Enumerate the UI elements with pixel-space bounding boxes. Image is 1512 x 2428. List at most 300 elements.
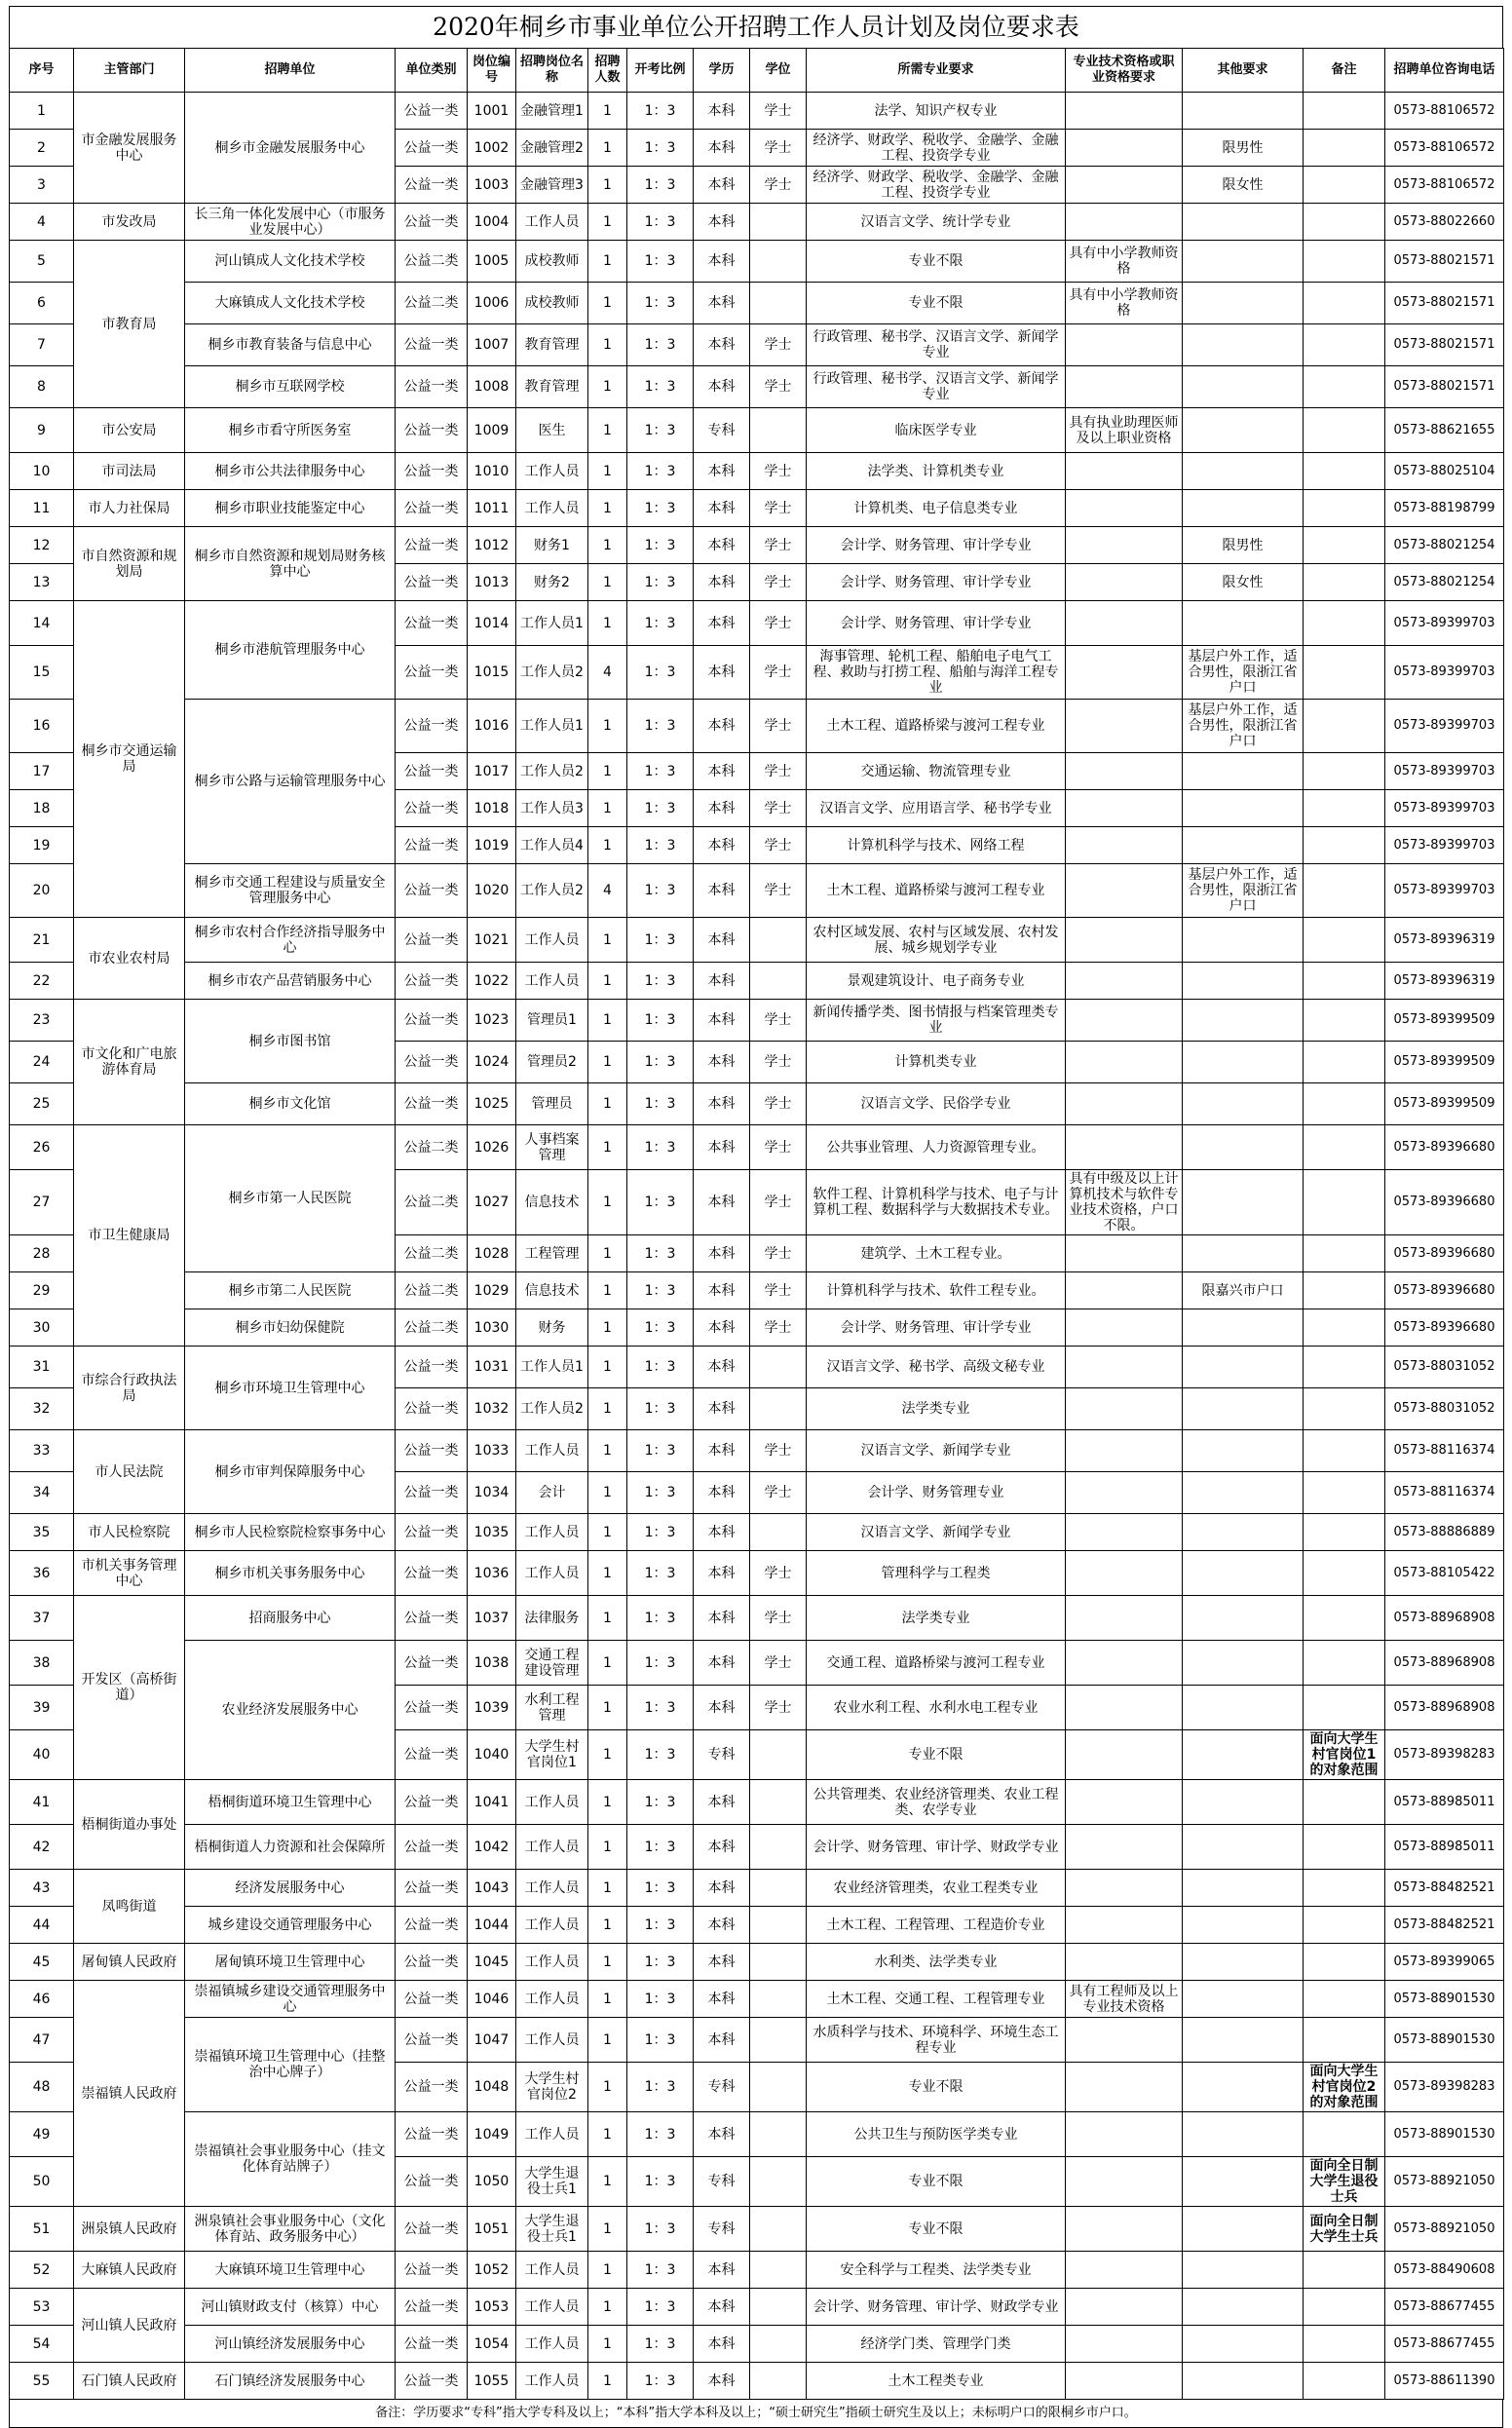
phone-cell: 0573-88031052 <box>1385 1347 1504 1388</box>
exam-ratio-cell: 1：3 <box>627 453 694 490</box>
document-page <box>9 6 1503 2428</box>
other-requirement-cell <box>1183 93 1304 130</box>
qualification-cell <box>1066 1551 1183 1596</box>
education-cell: 本科 <box>694 283 750 324</box>
exam-ratio-cell: 1：3 <box>627 564 694 601</box>
note-cell <box>1304 1388 1385 1430</box>
qualification-cell <box>1066 527 1183 564</box>
degree-cell: 学士 <box>750 1235 807 1272</box>
degree-cell <box>750 918 807 963</box>
post-code-cell: 1053 <box>468 2289 516 2326</box>
note-cell <box>1304 2252 1385 2289</box>
phone-cell: 0573-88198799 <box>1385 490 1504 527</box>
other-requirement-cell <box>1183 827 1304 864</box>
exam-ratio-cell: 1：3 <box>627 1309 694 1347</box>
category-cell: 公益一类 <box>396 527 468 564</box>
table-row <box>10 963 1504 1000</box>
qualification-cell <box>1066 130 1183 167</box>
department-cell: 市人力社保局 <box>74 490 185 527</box>
other-requirement-cell <box>1183 2018 1304 2063</box>
note-cell <box>1304 1042 1385 1083</box>
education-cell: 本科 <box>694 1825 750 1870</box>
major-cell: 临床医学专业 <box>807 408 1066 453</box>
note-cell <box>1304 963 1385 1000</box>
education-cell: 专科 <box>694 1730 750 1780</box>
headcount-cell: 1 <box>588 1596 627 1641</box>
phone-cell: 0573-88886889 <box>1385 1514 1504 1551</box>
table-row <box>10 1083 1504 1125</box>
post-code-cell: 1043 <box>468 1870 516 1907</box>
education-cell: 本科 <box>694 2018 750 2063</box>
degree-cell: 学士 <box>750 864 807 918</box>
qualification-cell <box>1066 1641 1183 1686</box>
post-code-cell: 1018 <box>468 790 516 827</box>
qualification-cell <box>1066 790 1183 827</box>
row-number: 20 <box>10 864 74 918</box>
headcount-cell: 1 <box>588 1780 627 1825</box>
table-row <box>10 241 1504 283</box>
exam-ratio-cell: 1：3 <box>627 2063 694 2112</box>
other-requirement-cell: 基层户外工作，适合男性，限浙江省户口 <box>1183 864 1304 918</box>
major-cell: 计算机科学与技术、软件工程专业。 <box>807 1272 1066 1309</box>
phone-cell: 0573-89398283 <box>1385 2063 1504 2112</box>
major-cell: 水利类、法学类专业 <box>807 1944 1066 1981</box>
post-code-cell: 1008 <box>468 366 516 408</box>
row-number: 30 <box>10 1309 74 1347</box>
note-cell <box>1304 2289 1385 2326</box>
note-cell <box>1304 93 1385 130</box>
post-code-cell: 1019 <box>468 827 516 864</box>
major-cell: 新闻传播学类、图书情报与档案管理类专业 <box>807 1000 1066 1042</box>
phone-cell: 0573-88490608 <box>1385 2252 1504 2289</box>
row-number: 25 <box>10 1083 74 1125</box>
table-row <box>10 324 1504 366</box>
degree-cell: 学士 <box>750 790 807 827</box>
headcount-cell: 1 <box>588 601 627 646</box>
category-cell: 公益一类 <box>396 1551 468 1596</box>
major-cell: 会计学、财务管理、审计学专业 <box>807 1309 1066 1347</box>
post-code-cell: 1031 <box>468 1347 516 1388</box>
category-cell: 公益一类 <box>396 1907 468 1944</box>
degree-cell <box>750 2063 807 2112</box>
phone-cell: 0573-89399509 <box>1385 1042 1504 1083</box>
education-cell: 本科 <box>694 2112 750 2157</box>
department-cell: 大麻镇人民政府 <box>74 2252 185 2289</box>
unit-cell: 桐乡市第二人民医院 <box>185 1272 396 1309</box>
exam-ratio-cell: 1：3 <box>627 864 694 918</box>
other-requirement-cell <box>1183 1083 1304 1125</box>
post-code-cell: 1003 <box>468 167 516 204</box>
other-requirement-cell <box>1183 1870 1304 1907</box>
category-cell: 公益一类 <box>396 1083 468 1125</box>
education-cell: 本科 <box>694 1309 750 1347</box>
phone-cell: 0573-88116374 <box>1385 1472 1504 1514</box>
table-row <box>10 1596 1504 1641</box>
headcount-cell: 1 <box>588 2157 627 2207</box>
qualification-cell <box>1066 1235 1183 1272</box>
post-name-cell: 工作人员 <box>516 1825 588 1870</box>
headcount-cell: 1 <box>588 1730 627 1780</box>
other-requirement-cell <box>1183 2112 1304 2157</box>
headcount-cell: 1 <box>588 408 627 453</box>
note-cell <box>1304 646 1385 700</box>
qualification-cell <box>1066 324 1183 366</box>
column-header: 招聘单位 <box>185 49 396 93</box>
note-cell: 面向全日制大学生退役士兵 <box>1304 2157 1385 2207</box>
post-code-cell: 1023 <box>468 1000 516 1042</box>
other-requirement-cell <box>1183 1780 1304 1825</box>
row-number: 11 <box>10 490 74 527</box>
headcount-cell: 1 <box>588 1825 627 1870</box>
category-cell: 公益一类 <box>396 700 468 753</box>
table-row <box>10 918 1504 963</box>
degree-cell <box>750 1730 807 1780</box>
note-cell <box>1304 1551 1385 1596</box>
exam-ratio-cell: 1：3 <box>627 1000 694 1042</box>
education-cell: 本科 <box>694 130 750 167</box>
other-requirement-cell <box>1183 204 1304 241</box>
note-cell <box>1304 1430 1385 1472</box>
headcount-cell: 1 <box>588 527 627 564</box>
unit-cell: 桐乡市港航管理服务中心 <box>185 601 396 700</box>
other-requirement-cell: 限男性 <box>1183 527 1304 564</box>
other-requirement-cell <box>1183 1514 1304 1551</box>
note-cell <box>1304 324 1385 366</box>
category-cell: 公益二类 <box>396 1125 468 1170</box>
major-cell: 经济学、财政学、税收学、金融学、金融工程、投资学专业 <box>807 167 1066 204</box>
category-cell: 公益一类 <box>396 2018 468 2063</box>
post-name-cell: 工作人员 <box>516 1551 588 1596</box>
post-code-cell: 1034 <box>468 1472 516 1514</box>
unit-cell: 桐乡市互联网学校 <box>185 366 396 408</box>
note-cell <box>1304 827 1385 864</box>
phone-cell: 0573-89399703 <box>1385 753 1504 790</box>
unit-cell: 梧桐街道环境卫生管理中心 <box>185 1780 396 1825</box>
other-requirement-cell <box>1183 324 1304 366</box>
exam-ratio-cell: 1：3 <box>627 1388 694 1430</box>
degree-cell <box>750 2207 807 2252</box>
post-name-cell: 金融管理2 <box>516 130 588 167</box>
education-cell: 本科 <box>694 1686 750 1730</box>
note-cell <box>1304 1780 1385 1825</box>
note-cell <box>1304 1472 1385 1514</box>
major-cell: 会计学、财务管理、审计学、财政学专业 <box>807 1825 1066 1870</box>
row-number: 55 <box>10 2363 74 2400</box>
other-requirement-cell <box>1183 918 1304 963</box>
post-code-cell: 1039 <box>468 1686 516 1730</box>
row-number: 49 <box>10 2112 74 2157</box>
major-cell: 水质科学与技术、环境科学、环境生态工程专业 <box>807 2018 1066 2063</box>
post-code-cell: 1026 <box>468 1125 516 1170</box>
degree-cell: 学士 <box>750 1430 807 1472</box>
major-cell: 汉语言文学、民俗学专业 <box>807 1083 1066 1125</box>
post-name-cell: 工作人员1 <box>516 601 588 646</box>
other-requirement-cell <box>1183 1000 1304 1042</box>
row-number: 45 <box>10 1944 74 1981</box>
other-requirement-cell <box>1183 753 1304 790</box>
post-name-cell: 工作人员 <box>516 2018 588 2063</box>
headcount-cell: 1 <box>588 1907 627 1944</box>
column-header: 序号 <box>10 49 74 93</box>
note-cell <box>1304 204 1385 241</box>
education-cell: 本科 <box>694 453 750 490</box>
headcount-cell: 1 <box>588 1235 627 1272</box>
exam-ratio-cell: 1：3 <box>627 204 694 241</box>
post-code-cell: 1001 <box>468 93 516 130</box>
post-code-cell: 1017 <box>468 753 516 790</box>
exam-ratio-cell: 1：3 <box>627 1641 694 1686</box>
degree-cell <box>750 1981 807 2018</box>
post-name-cell: 管理员1 <box>516 1000 588 1042</box>
other-requirement-cell <box>1183 1388 1304 1430</box>
row-number: 3 <box>10 167 74 204</box>
education-cell: 本科 <box>694 963 750 1000</box>
table-body <box>10 93 1504 2400</box>
post-name-cell: 工作人员 <box>516 2289 588 2326</box>
phone-cell: 0573-88105422 <box>1385 1551 1504 1596</box>
post-name-cell: 工作人员 <box>516 1514 588 1551</box>
other-requirement-cell <box>1183 1551 1304 1596</box>
post-code-cell: 1030 <box>468 1309 516 1347</box>
row-number: 46 <box>10 1981 74 2018</box>
exam-ratio-cell: 1：3 <box>627 1981 694 2018</box>
education-cell: 本科 <box>694 324 750 366</box>
post-name-cell: 财务 <box>516 1309 588 1347</box>
headcount-cell: 1 <box>588 1388 627 1430</box>
qualification-cell <box>1066 2289 1183 2326</box>
major-cell: 汉语言文学、秘书学、高级文秘专业 <box>807 1347 1066 1388</box>
qualification-cell <box>1066 204 1183 241</box>
post-name-cell: 工作人员2 <box>516 864 588 918</box>
post-name-cell: 大学生村官岗位1 <box>516 1730 588 1780</box>
post-code-cell: 1046 <box>468 1981 516 2018</box>
phone-cell: 0573-89399703 <box>1385 864 1504 918</box>
post-name-cell: 医生 <box>516 408 588 453</box>
headcount-cell: 1 <box>588 453 627 490</box>
qualification-cell <box>1066 1825 1183 1870</box>
unit-cell: 桐乡市农村合作经济指导服务中心 <box>185 918 396 963</box>
degree-cell: 学士 <box>750 527 807 564</box>
unit-cell: 长三角一体化发展中心（市服务业发展中心） <box>185 204 396 241</box>
qualification-cell <box>1066 1780 1183 1825</box>
phone-cell: 0573-88031052 <box>1385 1388 1504 1430</box>
post-code-cell: 1055 <box>468 2363 516 2400</box>
other-requirement-cell <box>1183 1309 1304 1347</box>
row-number: 27 <box>10 1170 74 1235</box>
phone-cell: 0573-88021254 <box>1385 527 1504 564</box>
other-requirement-cell <box>1183 366 1304 408</box>
post-code-cell: 1005 <box>468 241 516 283</box>
degree-cell: 学士 <box>750 564 807 601</box>
category-cell: 公益一类 <box>396 2326 468 2363</box>
headcount-cell: 1 <box>588 2363 627 2400</box>
education-cell: 本科 <box>694 700 750 753</box>
category-cell: 公益一类 <box>396 918 468 963</box>
category-cell: 公益一类 <box>396 1514 468 1551</box>
other-requirement-cell <box>1183 1825 1304 1870</box>
phone-cell: 0573-89399703 <box>1385 646 1504 700</box>
qualification-cell <box>1066 2063 1183 2112</box>
headcount-cell: 1 <box>588 564 627 601</box>
category-cell: 公益二类 <box>396 1170 468 1235</box>
department-cell: 市司法局 <box>74 453 185 490</box>
post-code-cell: 1027 <box>468 1170 516 1235</box>
post-code-cell: 1050 <box>468 2157 516 2207</box>
department-cell: 市自然资源和规划局 <box>74 527 185 601</box>
major-cell: 土木工程、道路桥梁与渡河工程专业 <box>807 700 1066 753</box>
degree-cell: 学士 <box>750 324 807 366</box>
headcount-cell: 1 <box>588 918 627 963</box>
post-name-cell: 工作人员 <box>516 1430 588 1472</box>
phone-cell: 0573-88021571 <box>1385 283 1504 324</box>
qualification-cell <box>1066 490 1183 527</box>
education-cell: 本科 <box>694 167 750 204</box>
category-cell: 公益一类 <box>396 564 468 601</box>
exam-ratio-cell: 1：3 <box>627 1235 694 1272</box>
footnote: 备注：学历要求“专科”指大学专科及以上；“本科”指大学本科及以上；“硕士研究生”指硕士研究生及以上；未标明户口的限桐乡市户口。 <box>9 2400 1503 2428</box>
post-name-cell: 工作人员 <box>516 2252 588 2289</box>
post-name-cell: 教育管理 <box>516 324 588 366</box>
post-name-cell: 工程管理 <box>516 1235 588 1272</box>
phone-cell: 0573-89399509 <box>1385 1000 1504 1042</box>
education-cell: 本科 <box>694 2289 750 2326</box>
major-cell: 经济学门类、管理学门类 <box>807 2326 1066 2363</box>
degree-cell <box>750 283 807 324</box>
phone-cell: 0573-89396319 <box>1385 918 1504 963</box>
other-requirement-cell <box>1183 1641 1304 1686</box>
headcount-cell: 1 <box>588 1686 627 1730</box>
major-cell: 计算机类、电子信息类专业 <box>807 490 1066 527</box>
qualification-cell <box>1066 2157 1183 2207</box>
post-name-cell: 法律服务 <box>516 1596 588 1641</box>
row-number: 5 <box>10 241 74 283</box>
post-code-cell: 1036 <box>468 1551 516 1596</box>
major-cell: 建筑学、土木工程专业。 <box>807 1235 1066 1272</box>
major-cell: 汉语言文学、新闻学专业 <box>807 1430 1066 1472</box>
note-cell <box>1304 2363 1385 2400</box>
phone-cell: 0573-89399703 <box>1385 827 1504 864</box>
table-row <box>10 2207 1504 2252</box>
unit-cell: 桐乡市教育装备与信息中心 <box>185 324 396 366</box>
major-cell: 土木工程类专业 <box>807 2363 1066 2400</box>
headcount-cell: 1 <box>588 2112 627 2157</box>
post-code-cell: 1028 <box>468 1235 516 1272</box>
note-cell <box>1304 864 1385 918</box>
category-cell: 公益一类 <box>396 1000 468 1042</box>
headcount-cell: 1 <box>588 1125 627 1170</box>
row-number: 50 <box>10 2157 74 2207</box>
education-cell: 本科 <box>694 2363 750 2400</box>
qualification-cell <box>1066 2252 1183 2289</box>
major-cell: 行政管理、秘书学、汉语言文学、新闻学专业 <box>807 324 1066 366</box>
row-number: 34 <box>10 1472 74 1514</box>
education-cell: 本科 <box>694 1347 750 1388</box>
note-cell <box>1304 918 1385 963</box>
education-cell: 专科 <box>694 408 750 453</box>
other-requirement-cell <box>1183 1944 1304 1981</box>
education-cell: 本科 <box>694 1235 750 1272</box>
post-name-cell: 工作人员 <box>516 1907 588 1944</box>
phone-cell: 0573-89399703 <box>1385 790 1504 827</box>
post-code-cell: 1021 <box>468 918 516 963</box>
post-code-cell: 1044 <box>468 1907 516 1944</box>
major-cell: 法学类专业 <box>807 1596 1066 1641</box>
unit-cell: 屠甸镇环境卫生管理中心 <box>185 1944 396 1981</box>
note-cell <box>1304 2112 1385 2157</box>
degree-cell <box>750 1388 807 1430</box>
department-cell: 市卫生健康局 <box>74 1125 185 1347</box>
other-requirement-cell: 限嘉兴市户口 <box>1183 1272 1304 1309</box>
category-cell: 公益一类 <box>396 753 468 790</box>
qualification-cell <box>1066 1083 1183 1125</box>
phone-cell: 0573-88021571 <box>1385 366 1504 408</box>
row-number: 8 <box>10 366 74 408</box>
education-cell: 本科 <box>694 1472 750 1514</box>
qualification-cell: 具有执业助理医师及以上职业资格 <box>1066 408 1183 453</box>
post-code-cell: 1020 <box>468 864 516 918</box>
education-cell: 本科 <box>694 1170 750 1235</box>
note-cell <box>1304 1907 1385 1944</box>
note-cell: 面向全日制大学生士兵 <box>1304 2207 1385 2252</box>
headcount-cell: 1 <box>588 1430 627 1472</box>
note-cell <box>1304 283 1385 324</box>
row-number: 2 <box>10 130 74 167</box>
headcount-cell: 1 <box>588 241 627 283</box>
other-requirement-cell: 限女性 <box>1183 564 1304 601</box>
post-code-cell: 1042 <box>468 1825 516 1870</box>
department-cell: 市金融发展服务中心 <box>74 93 185 204</box>
table-row <box>10 1272 1504 1309</box>
education-cell: 本科 <box>694 93 750 130</box>
exam-ratio-cell: 1：3 <box>627 1825 694 1870</box>
qualification-cell <box>1066 646 1183 700</box>
category-cell: 公益一类 <box>396 2363 468 2400</box>
headcount-cell: 1 <box>588 93 627 130</box>
education-cell: 本科 <box>694 1514 750 1551</box>
post-name-cell: 工作人员 <box>516 2363 588 2400</box>
degree-cell <box>750 1825 807 1870</box>
row-number: 12 <box>10 527 74 564</box>
degree-cell <box>750 2018 807 2063</box>
education-cell: 本科 <box>694 2252 750 2289</box>
post-name-cell: 工作人员 <box>516 490 588 527</box>
headcount-cell: 1 <box>588 2063 627 2112</box>
note-cell <box>1304 2018 1385 2063</box>
category-cell: 公益一类 <box>396 790 468 827</box>
degree-cell: 学士 <box>750 1641 807 1686</box>
department-cell: 市发改局 <box>74 204 185 241</box>
post-name-cell: 成校教师 <box>516 283 588 324</box>
phone-cell: 0573-88677455 <box>1385 2326 1504 2363</box>
note-cell <box>1304 1083 1385 1125</box>
note-cell <box>1304 1272 1385 1309</box>
unit-cell: 桐乡市公路与运输管理服务中心 <box>185 700 396 864</box>
exam-ratio-cell: 1：3 <box>627 827 694 864</box>
post-code-cell: 1025 <box>468 1083 516 1125</box>
unit-cell: 桐乡市审判保障服务中心 <box>185 1430 396 1514</box>
post-name-cell: 金融管理3 <box>516 167 588 204</box>
category-cell: 公益一类 <box>396 366 468 408</box>
phone-cell: 0573-88968908 <box>1385 1596 1504 1641</box>
phone-cell: 0573-88901530 <box>1385 2018 1504 2063</box>
qualification-cell <box>1066 1596 1183 1641</box>
qualification-cell <box>1066 1514 1183 1551</box>
category-cell: 公益一类 <box>396 1780 468 1825</box>
qualification-cell <box>1066 963 1183 1000</box>
category-cell: 公益一类 <box>396 408 468 453</box>
exam-ratio-cell: 1：3 <box>627 1170 694 1235</box>
post-name-cell: 教育管理 <box>516 366 588 408</box>
